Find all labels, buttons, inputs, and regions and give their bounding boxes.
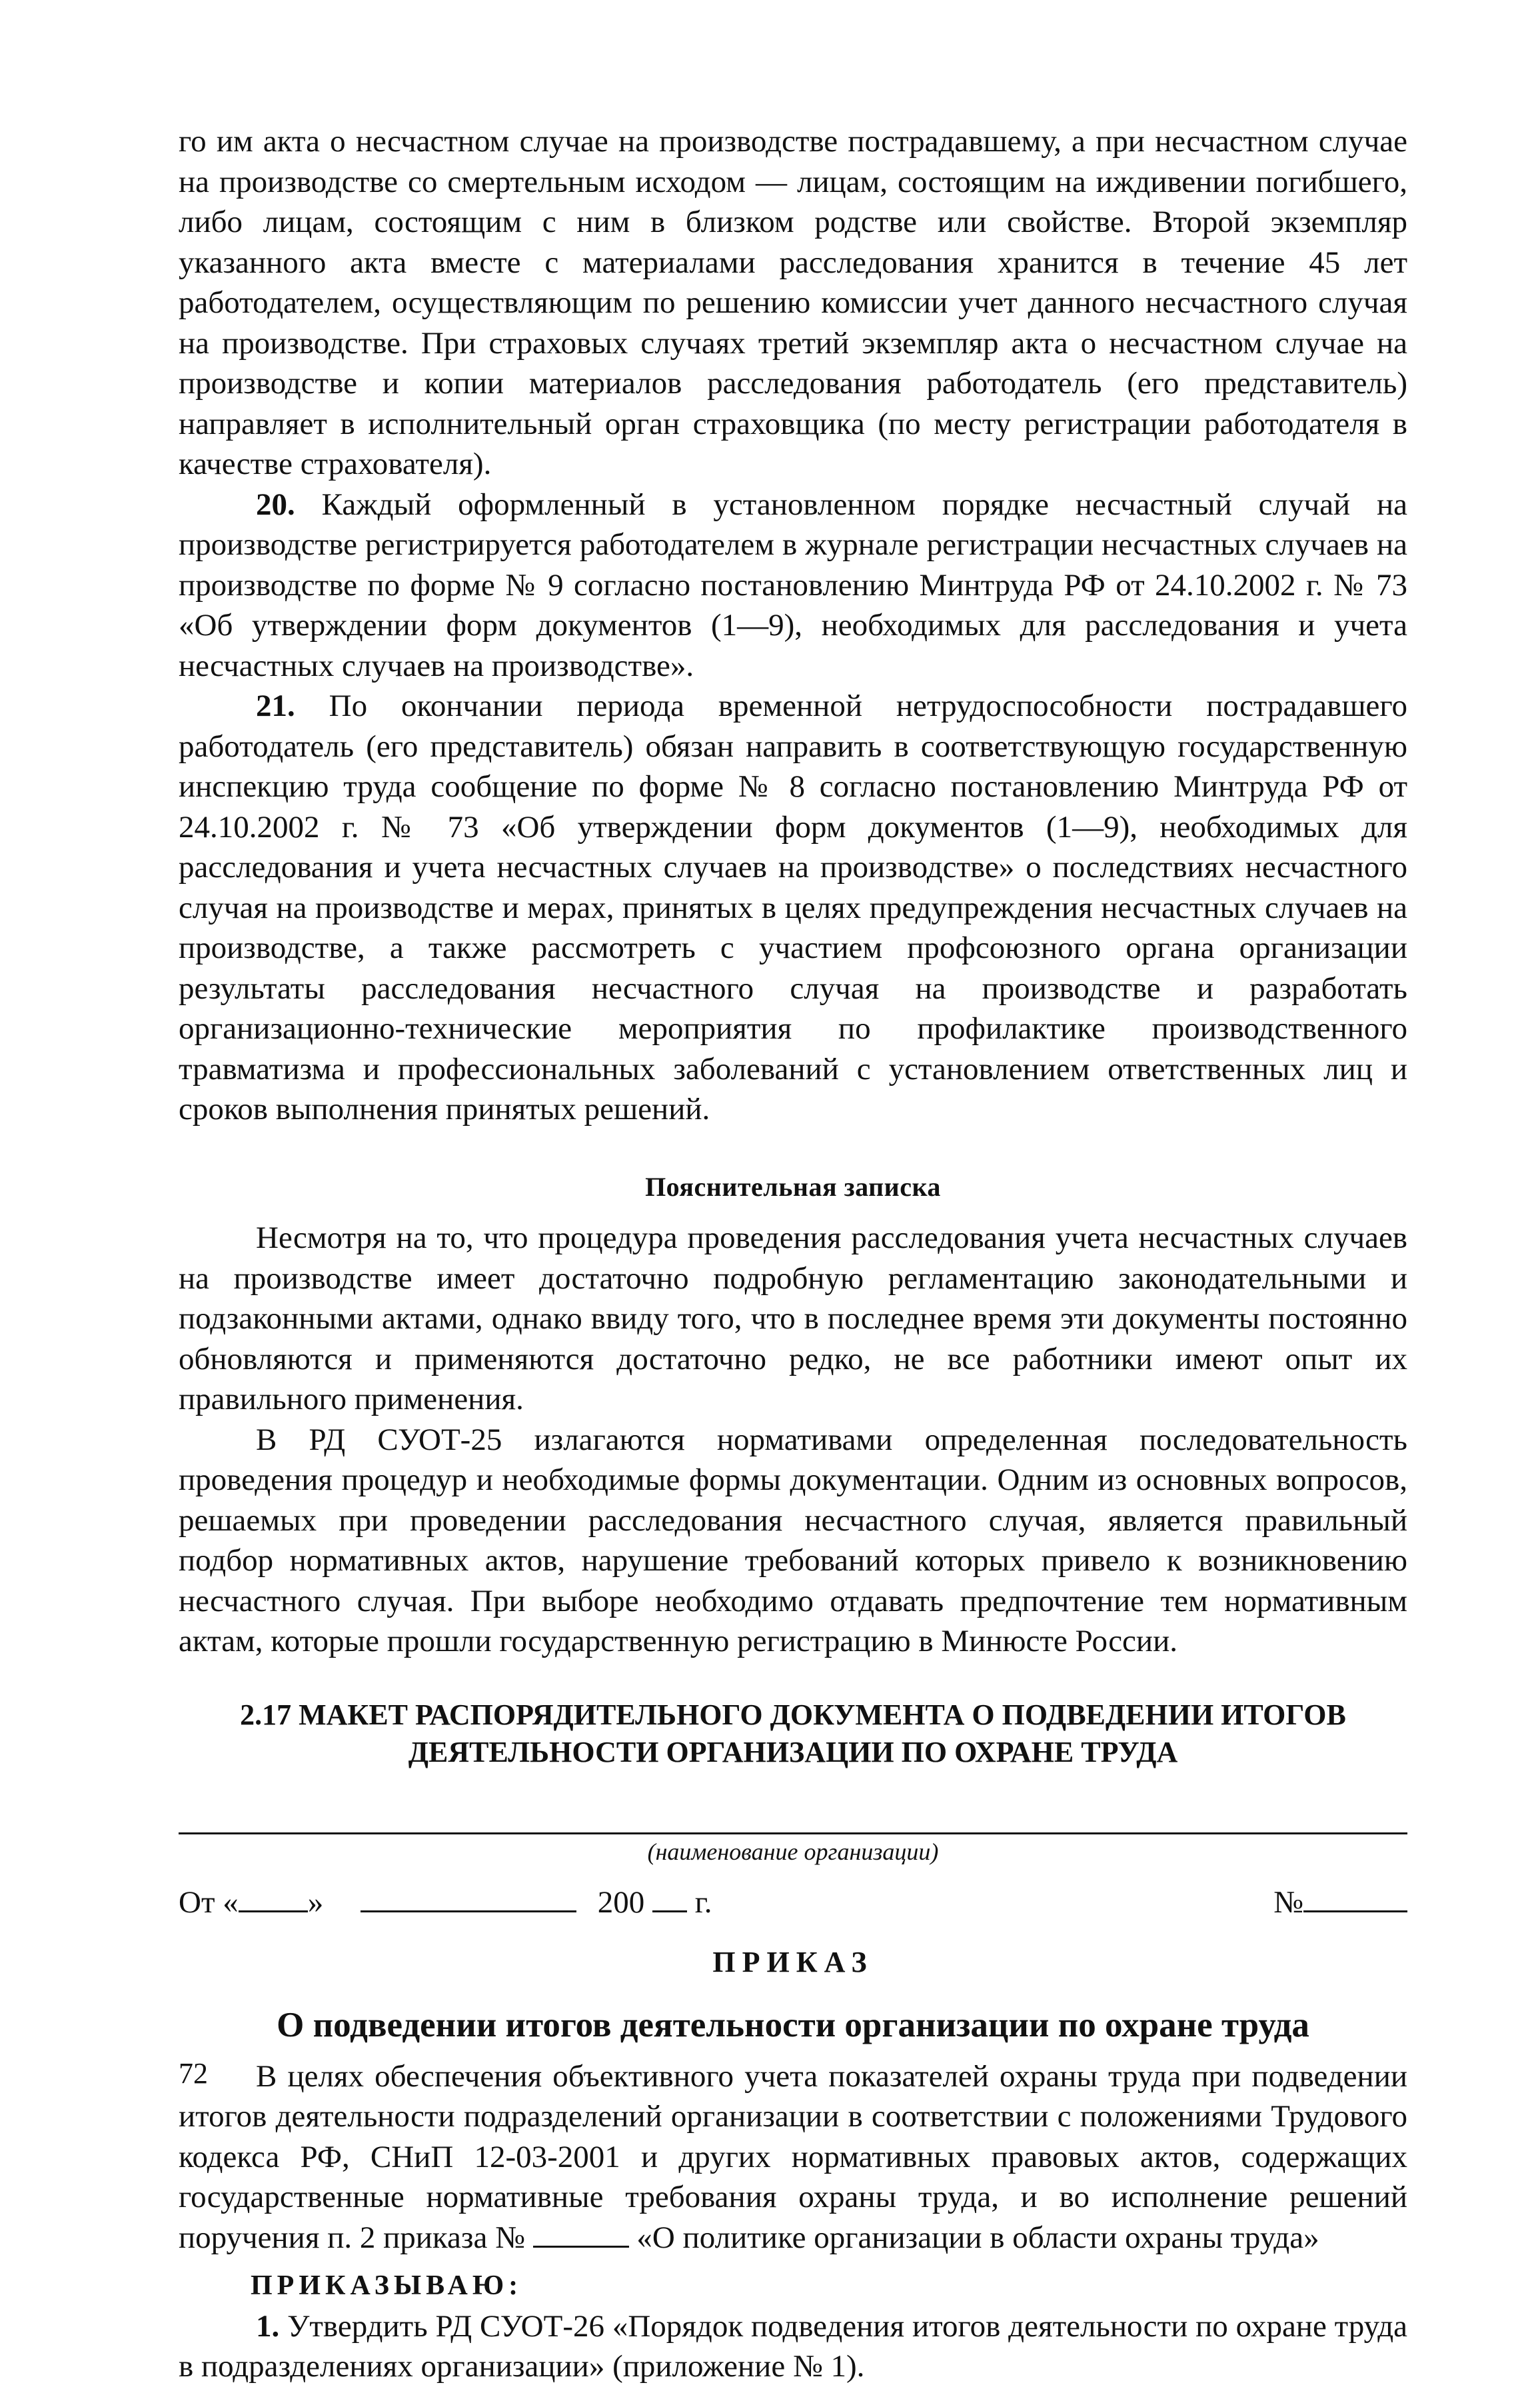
item-21-number: 21. (256, 689, 295, 723)
order-title: О подведении итогов деятельности организации по охране труда (277, 2006, 1309, 2044)
order-word: ПРИКАЗ (712, 1945, 874, 1978)
year-suffix: г. (694, 1884, 712, 1920)
date-number-row (179, 1881, 1407, 1921)
order-item-1-text: Утвердить РД СУОТ-26 «Порядок подведения итогов деятельности по охране труда в подразделениях организации» (приложение № 1). (179, 2308, 1407, 2384)
item-21-text: По окончании периода временной нетрудоспособности пострадавшего работодатель (его представитель) обязан направить в соответствующую государственную инспекцию труда сообщение по форме № 8 согласно постановлению Минтруда РФ от 24.10.2002 г. № 73 «Об утверждении форм документов (1—9), необходимых для расследования и учета несчастных случаев на производстве» о последствиях несчастного случая на производстве и мерах, принятых в целях предупреждения несчастных случаев на производстве, а также рассмотреть с участием профсоюзного органа организации результаты расследования несчастного случая на производстве и разработать организационно-технические мероприятия по профилактике производственного травматизма и профессиональных заболеваний с установлением ответственных лиц и сроков выполнения принятых решений. (179, 689, 1407, 1127)
item-21 (179, 686, 1407, 1130)
number-field (1273, 1881, 1407, 1921)
date-field (179, 1881, 712, 1921)
order-preamble-text-a: В целях обеспечения объективного учета показателей охраны труда при подведении итогов деятельности подразделений организации в соответствии с положениями Трудового кодекса РФ, СНиП 12-03-2001 и других нормативных правовых актов, содержащих государственные нормативные требования охраны труда, и во исполнение решений поручения п. 2 приказа № (179, 2058, 1407, 2255)
from-close: » (307, 1884, 324, 1920)
note-paragraph-1: Несмотря на то, что процедура проведения расследования учета несчастных случаев на производстве имеет достаточно подробную регламентацию законодательными и подзаконными актами, однако ввиду того, что в последнее время эти документы постоянно обновляются и применяются достаточно редко, не все работники имеют опыт их правильного применения. (179, 1220, 1407, 1416)
order-item-1 (179, 2306, 1407, 2387)
year-blank (652, 1881, 687, 1912)
year-prefix: 200 (597, 1884, 645, 1920)
order-preamble-text-b: «О политике организации в области охраны труда» (636, 2220, 1319, 2255)
item-20 (179, 485, 1407, 687)
item-20-text: Каждый оформленный в установленном порядке несчастный случай на производстве регистрируется работодателем в журнале регистрации несчастных случаев на производстве по форме № 9 согласно постановлению Минтруда РФ от 24.10.2002 г. № 73 «Об утверждении форм документов (1—9), необходимых для расследования и учета несчастных случаев на производстве». (179, 487, 1407, 683)
note-paragraph-2: В РД СУОТ-25 излагаются нормативами определенная последовательность проведения процедур и необходимые формы документации. Одним из основных вопросов, решаемых при проведении расследования несчастного случая, является правильный подбор нормативных актов, нарушение требований которых привело к возникновению несчастного случая. При выборе необходимо отдавать предпочтение тем нормативным актам, которые прошли государственную регистрацию в Минюсте России. (179, 1422, 1407, 1658)
paragraph-intro: го им акта о несчастном случае на производстве пострадавшему, а при несчастном случае на производстве со смертельным исходом — лицам, состоящим на иждивении погибшего, либо лицам, состоящим с ним в близком родстве или свойстве. Второй экземпляр указанного акта вместе с материалами расследования хранится в течение 45 лет работодателем, осуществляющим по решению комиссии учет данного несчастного случая на производстве. При страховых случаях третий экземпляр акта о несчастном случае на производстве и копии материалов расследования работодатель (его представитель) направляет в исполнительный орган страховщика (по месту регистрации работодателя в качестве страхователя). (179, 124, 1407, 481)
organization-name-line (179, 1832, 1407, 1834)
page-content (179, 121, 1407, 2387)
from-label: От « (179, 1884, 239, 1920)
note-title: Пояснительная записка (645, 1171, 941, 1202)
order-preamble (179, 2056, 1407, 2258)
order-item-1-number: 1. (256, 2308, 280, 2344)
section-title-line-2: ДЕЯТЕЛЬНОСТИ ОРГАНИЗАЦИИ ПО ОХРАНЕ ТРУДА (408, 1735, 1178, 1768)
order-command: ПРИКАЗЫВАЮ: (251, 2270, 523, 2301)
number-label: № (1273, 1884, 1303, 1920)
number-blank (1303, 1881, 1407, 1912)
month-blank (361, 1881, 576, 1912)
day-blank (239, 1881, 308, 1912)
organization-caption: (наименование организации) (647, 1838, 939, 1865)
section-title-line-1: 2.17 МАКЕТ РАСПОРЯДИТЕЛЬНОГО ДОКУМЕНТА О ПОДВЕДЕНИИ ИТОГОВ (240, 1698, 1346, 1731)
order-number-blank (533, 2219, 629, 2248)
page-number: 72 (179, 2057, 208, 2090)
item-20-number: 20. (256, 487, 295, 522)
section-title (179, 1696, 1407, 1771)
